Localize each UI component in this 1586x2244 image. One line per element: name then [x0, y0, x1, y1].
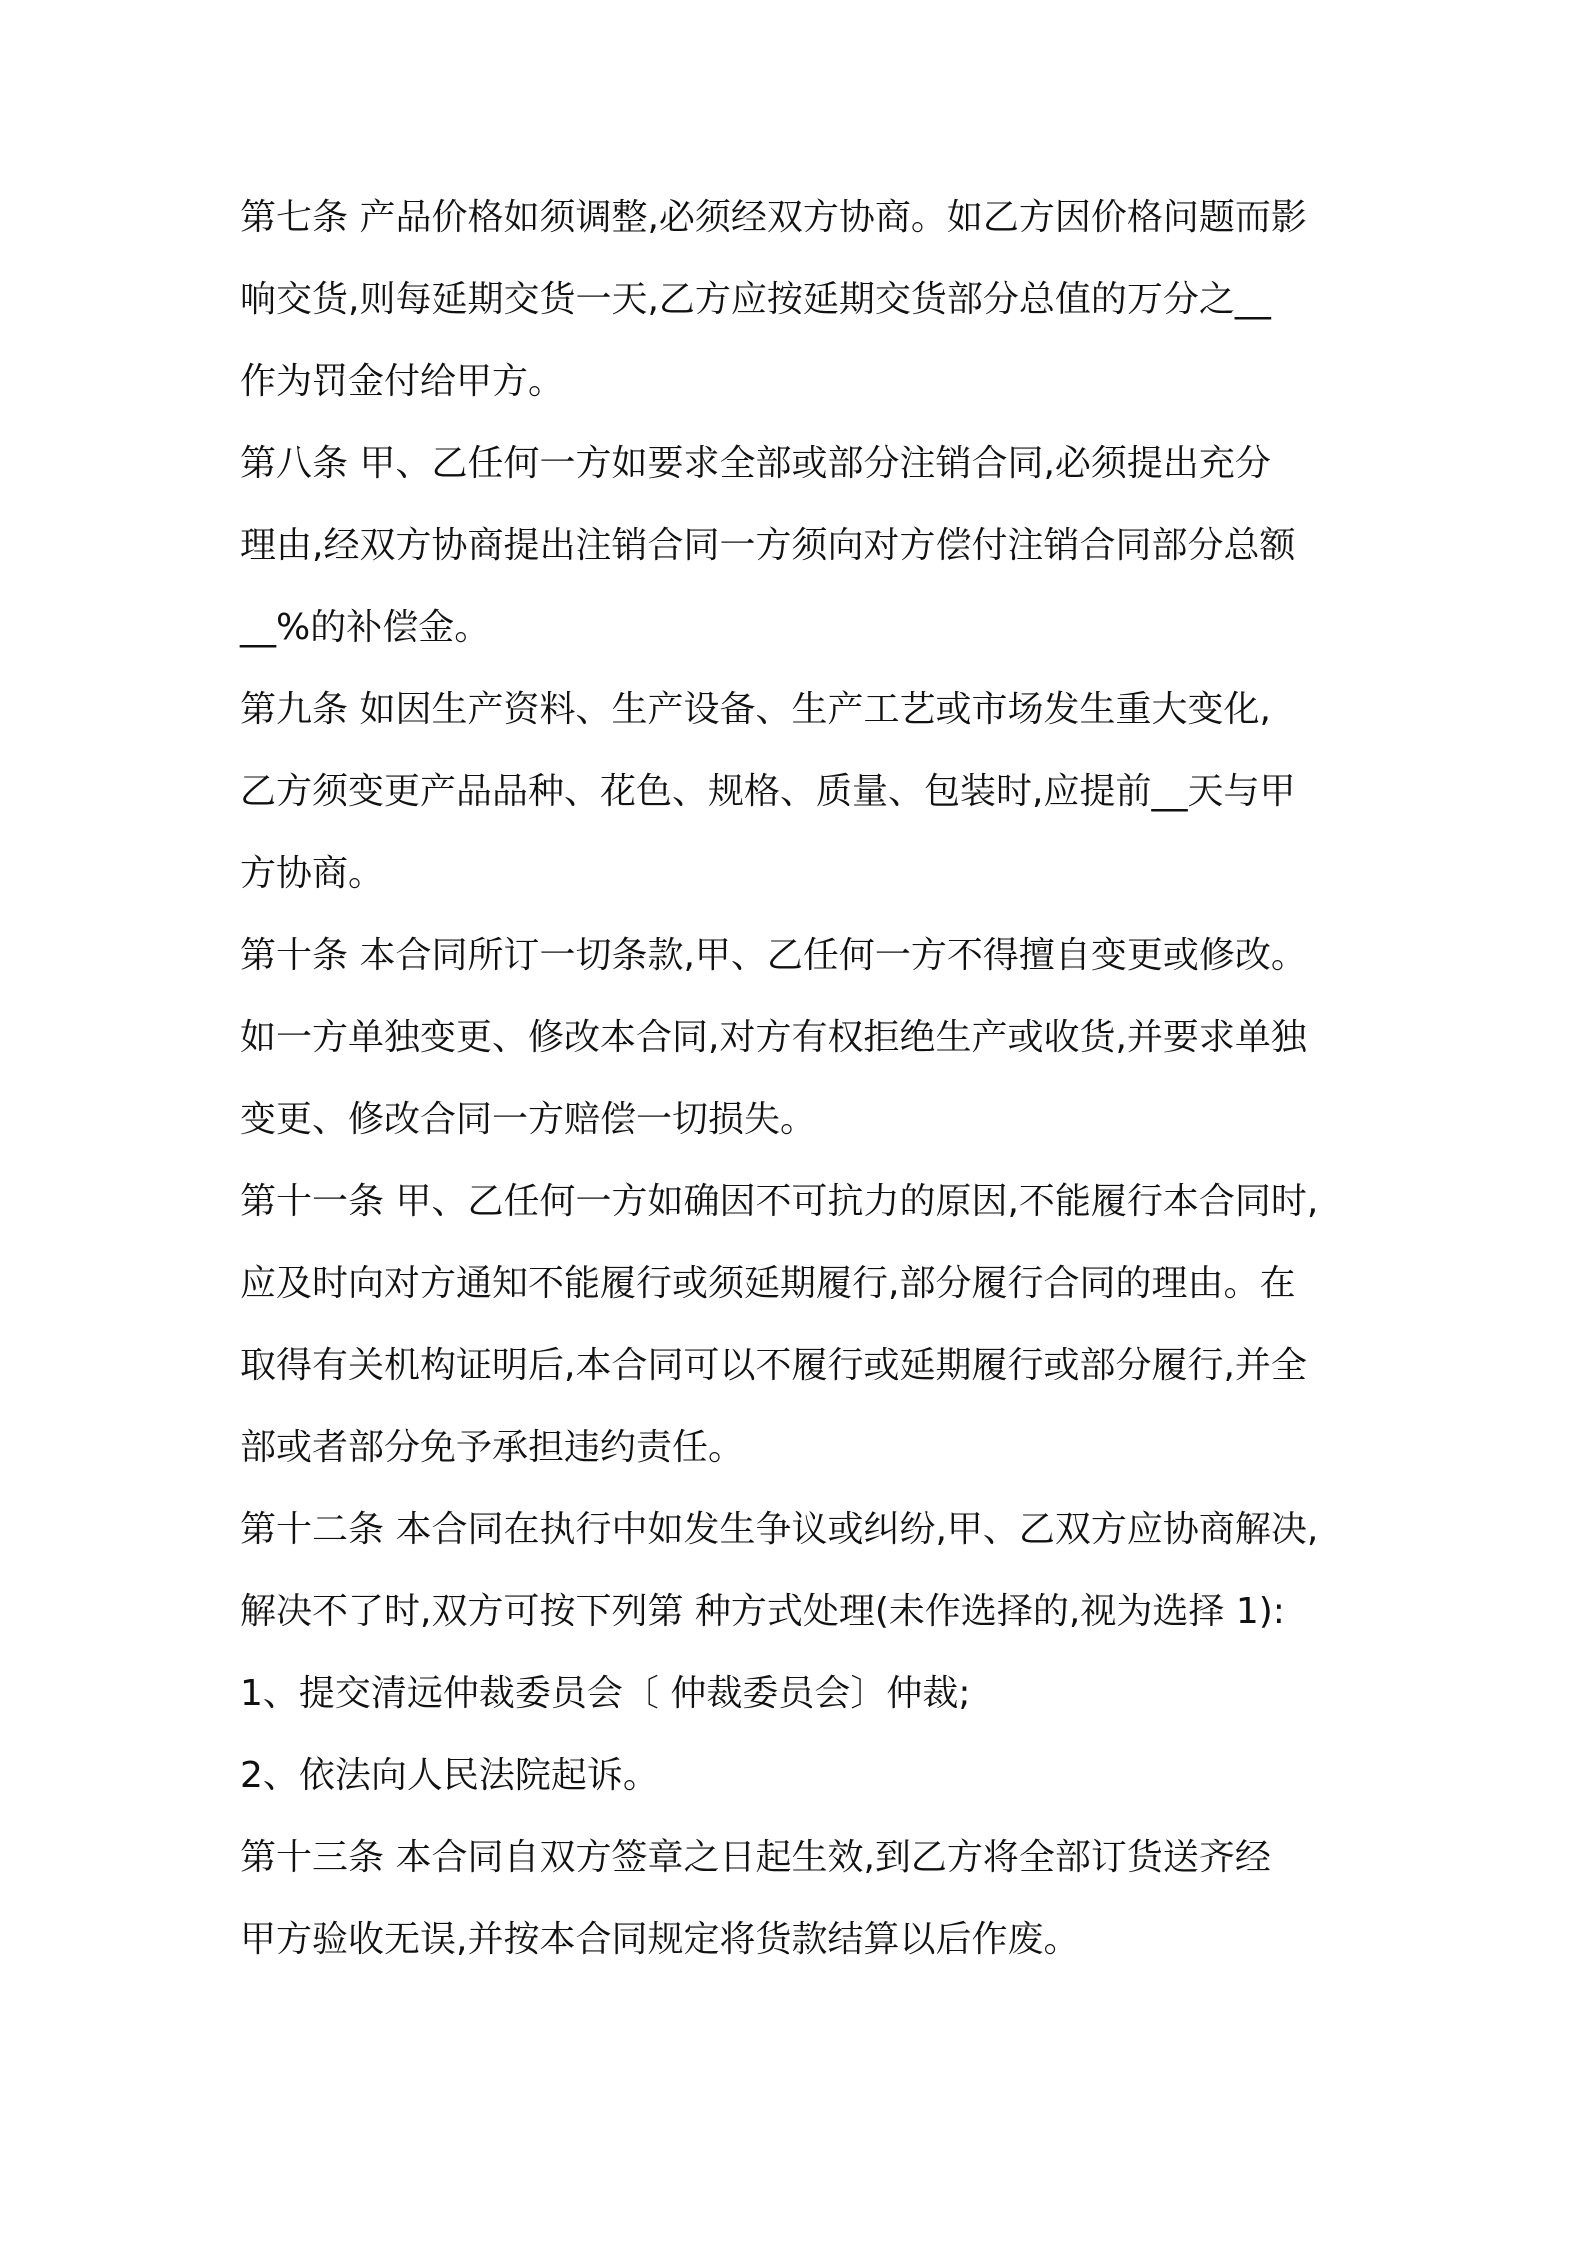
article-8-line-1: 第八条 甲、乙任何一方如要求全部或部分注销合同,必须提出充分 — [240, 443, 1271, 484]
article-8-line-3: __%的补偿金。 — [240, 607, 491, 648]
article-11-line-4: 部或者部分免予承担违约责任。 — [240, 1427, 745, 1468]
article-10-line-1: 第十条 本合同所订一切条款,甲、乙任何一方不得擅自变更或修改。 — [240, 935, 1307, 976]
article-11-line-2: 应及时向对方通知不能履行或须延期履行,部分履行合同的理由。在 — [240, 1263, 1296, 1304]
article-12-option-2: 2、依法向人民法院起诉。 — [240, 1755, 659, 1796]
article-9-line-2: 乙方须变更产品品种、花色、规格、质量、包装时,应提前__天与甲 — [240, 771, 1296, 812]
article-13-line-1: 第十三条 本合同自双方签章之日起生效,到乙方将全部订货送齐经 — [240, 1837, 1271, 1878]
article-12-line-1: 第十二条 本合同在执行中如发生争议或纠纷,甲、乙双方应协商解决, — [240, 1509, 1319, 1550]
article-7-line-2: 响交货,则每延期交货一天,乙方应按延期交货部分总值的万分之__ — [240, 279, 1271, 320]
article-8-line-2: 理由,经双方协商提出注销合同一方须向对方偿付注销合同部分总额 — [240, 525, 1296, 566]
article-7-line-3: 作为罚金付给甲方。 — [240, 361, 565, 402]
article-12-option-1: 1、提交清远仲裁委员会〔 仲裁委员会〕仲裁; — [240, 1673, 971, 1714]
article-11-line-1: 第十一条 甲、乙任何一方如确因不可抗力的原因,不能履行本合同时, — [240, 1181, 1319, 1222]
article-10-line-2: 如一方单独变更、修改本合同,对方有权拒绝生产或收货,并要求单独 — [240, 1017, 1307, 1058]
article-9-line-3: 方协商。 — [240, 853, 385, 894]
article-10-line-3: 变更、修改合同一方赔偿一切损失。 — [240, 1099, 817, 1140]
article-9-line-1: 第九条 如因生产资料、生产设备、生产工艺或市场发生重大变化, — [240, 689, 1271, 730]
article-11-line-3: 取得有关机构证明后,本合同可以不履行或延期履行或部分履行,并全 — [240, 1345, 1307, 1386]
article-12-line-2: 解决不了时,双方可按下列第 种方式处理(未作选择的,视为选择 1): — [240, 1591, 1285, 1632]
article-13-line-2: 甲方验收无误,并按本合同规定将货款结算以后作废。 — [240, 1919, 1080, 1960]
article-7-line-1: 第七条 产品价格如须调整,必须经双方协商。如乙方因价格问题而影 — [240, 197, 1307, 238]
